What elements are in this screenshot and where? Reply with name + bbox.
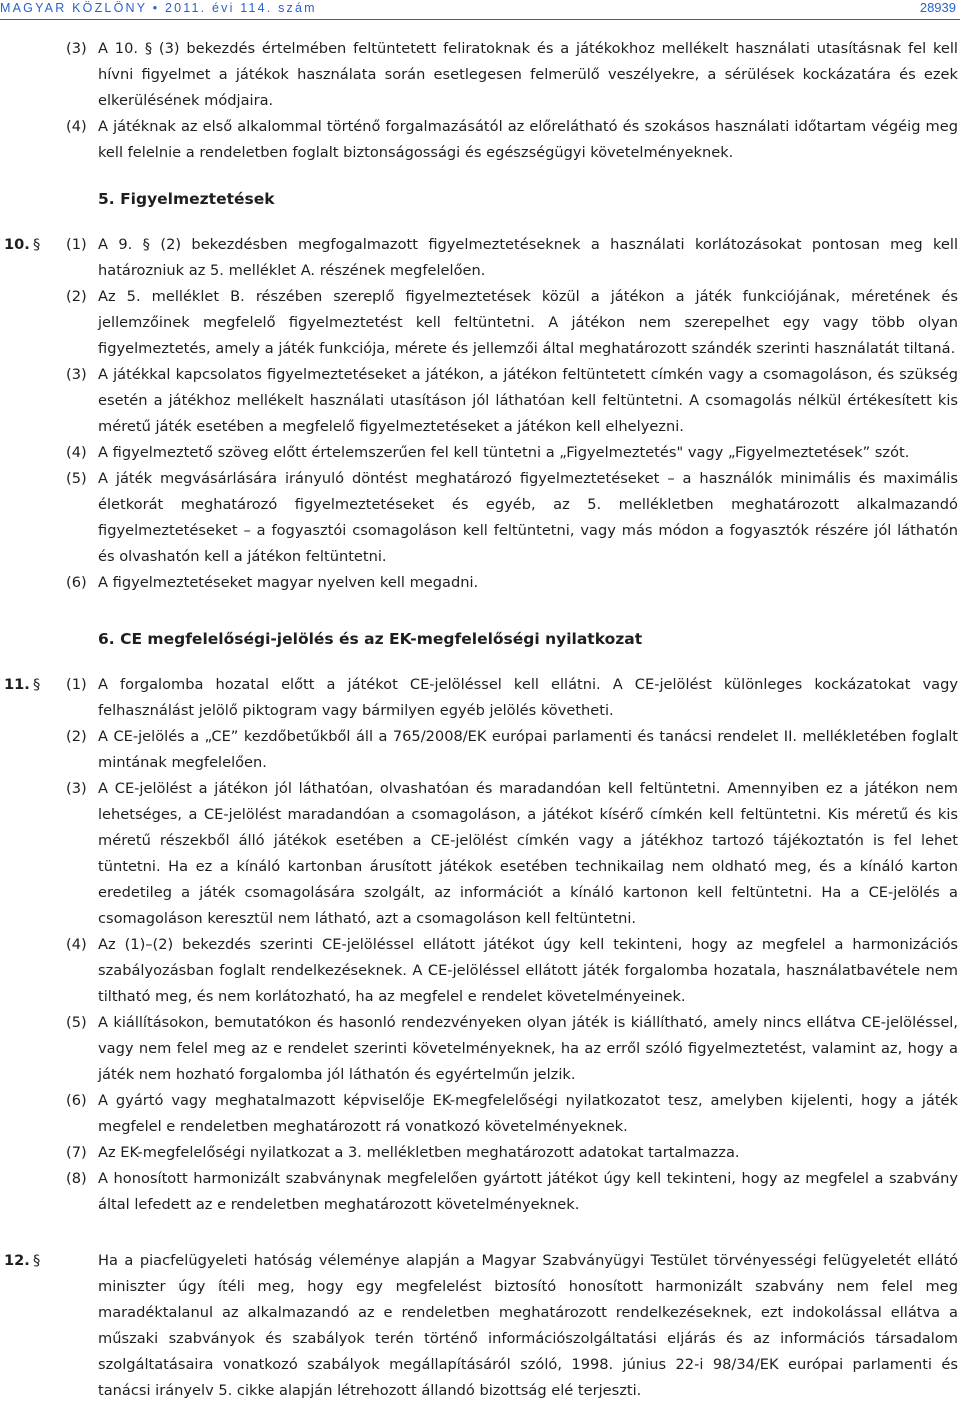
paragraph-number: (4) xyxy=(66,444,87,461)
page-header xyxy=(0,0,960,22)
paragraph-number: (5) xyxy=(66,470,87,487)
paragraph-number: (2) xyxy=(66,288,87,305)
paragraph-10-5 xyxy=(0,466,958,570)
paragraph-11-7 xyxy=(0,1140,958,1166)
paragraph-text: A kiállításokon, bemutatókon és hasonló rendezvényeken olyan játék is kiállítható, amely nincs ellátva CE-jelöléssel, vagy nem felel meg az e rendelet szerinti követelményeknek, ha az erről szóló figyelmeztetést, valamint az, hogy a játék nem hozható forgalomba jól láthatón és egyértelműn jelzik. xyxy=(98,1014,958,1083)
paragraph-text: A figyelmeztető szöveg előtt értelemszerűen fel kell tüntetni a „Figyelmeztetés" vagy „Figyelmeztetések” szót. xyxy=(98,444,910,461)
paragraph-text: A 9. § (2) bekezdésben megfogalmazott figyelmeztetéseknek a használati korlátozásokat pontosan meg kell határozniuk az 5. melléklet A. részének megfelelően. xyxy=(98,236,958,279)
paragraph-text: Az (1)–(2) bekezdés szerinti CE-jelöléssel ellátott játékot úgy kell tekinteni, hogy az megfelel a harmonizációs szabályozásban foglalt rendelkezéseknek. A CE-jelöléssel ellátott játék forgalomba hozatala, használatbavétele nem tiltható meg, és nem korlátozható, ha az megfelel e rendelet követelményeinek. xyxy=(98,936,958,1005)
paragraph-text: A játékkal kapcsolatos figyelmeztetéseket a játékon, a játékon feltüntetett címkén vagy a csomagoláson, és szükség esetén a játékhoz mellékelt használati utasításon jól láthatóan kell feltüntetni. A csomagolás nélkül értékesített kis méretű játék esetében a megfelelő figyelmeztetéseket a játékon kell elhelyezni. xyxy=(98,366,958,435)
paragraph-11-2 xyxy=(0,724,958,776)
section-number: 10. xyxy=(4,236,30,253)
paragraph-number: (3) xyxy=(66,40,87,57)
paragraph-11-6 xyxy=(0,1088,958,1140)
paragraph-text: Ha a piacfelügyeleti hatóság véleménye alapján a Magyar Szabványügyi Testület törvényességi felügyeletét ellátó miniszter úgy ítéli meg, hogy egy megfelelést biztosító honosított harmonizált szabvány nem felel meg maradéktalanul az alkalmazandó az e rendeletben meghatározott rendelkezéseknek, ezt indokolással ellátva a műszaki szabványok és szabályok terén történő információszolgáltatási eljárás és az információs társadalom szolgáltatásaira vonatkozó szabályok megállapításáról szóló, 1998. június 22-i 98/34/EK európai parlamenti és tanácsi irányelv 5. cikke alapján létrehozott állandó bizottság elé terjeszti. xyxy=(98,1252,958,1399)
paragraph-text: A CE-jelölést a játékon jól láthatóan, olvashatóan és maradandóan kell feltüntetni. Amennyiben ez a játékon nem lehetséges, a CE-jelölést maradandóan a csomagoláson, a játékot kísérő címkén kell feltüntetni. Kis méretű és kis méretű részekből álló játékok esetében a CE-jelölést címkén vagy a játékhoz tartozó tájékoztatón is fel lehet tüntetni. Ha ez a kínáló kartonban árusított játékok esetében technikailag nem oldható meg, és a kínáló karton eredetileg a játék csomagolására szolgált, az információt a kínáló kartonon kell feltüntetni. Ha a CE-jelölés a csomagoláson keresztül nem látható, azt a csomagoláson kell feltüntetni. xyxy=(98,780,958,927)
paragraph-text: A figyelmeztetéseket magyar nyelven kell megadni. xyxy=(98,574,479,591)
paragraph-number: (7) xyxy=(66,1144,87,1161)
paragraph-text: A forgalomba hozatal előtt a játékot CE-jelöléssel kell ellátni. A CE-jelölést különleges kockázatokat vagy felhasználást jelölő piktogram vagy bármilyen egyéb jelölés követheti. xyxy=(98,676,958,719)
paragraph-text: Az 5. melléklet B. részében szereplő figyelmeztetések közül a játékon a játék funkciójának, méretének és jellemzőinek megfelelő figyelmeztetést kell feltüntetni. A játékon nem szerepelhet egy vagy több olyan figyelmeztetés, amely a játék funkciója, mérete és jellemzői által meghatározott szándék szerinti használatát tiltaná. xyxy=(98,288,958,357)
paragraph-10-1 xyxy=(0,232,958,284)
paragraph-number: (6) xyxy=(66,1092,87,1109)
paragraph-number: (2) xyxy=(66,728,87,745)
section-number: 11. xyxy=(4,676,30,693)
paragraph-text: A CE-jelölés a „CE” kezdőbetűkből áll a 765/2008/EK európai parlamenti és tanácsi rendelet II. mellékletében foglalt mintának megfelelően. xyxy=(98,728,958,771)
section-sign: § xyxy=(33,1252,41,1269)
section-heading-6: 6. CE megfelelőségi-jelölés és az EK-megfelelőségi nyilatkozat xyxy=(98,630,643,648)
paragraph-number: (5) xyxy=(66,1014,87,1031)
paragraph-9-3 xyxy=(0,36,958,114)
paragraph-11-4 xyxy=(0,932,958,1010)
paragraph-11-8 xyxy=(0,1166,958,1218)
paragraph-11-5 xyxy=(0,1010,958,1088)
paragraph-number: (3) xyxy=(66,366,87,383)
paragraph-11-1 xyxy=(0,672,958,724)
page-number: 28939 xyxy=(919,0,956,15)
paragraph-number: (1) xyxy=(66,676,87,693)
paragraph-10-2 xyxy=(0,284,958,362)
paragraph-text: A honosított harmonizált szabványnak megfelelően gyártott játékot úgy kell tekinteni, hogy az megfelel a szabvány által lefedett az e rendeletben meghatározott követelményeknek. xyxy=(98,1170,958,1213)
paragraph-text: A játéknak az első alkalommal történő forgalmazásától az előrelátható és szokásos használati időtartam végéig meg kell felelnie a rendeletben foglalt biztonságossági és egészségügyi követelményeknek. xyxy=(98,118,958,161)
paragraph-11-3 xyxy=(0,776,958,932)
paragraph-text: Az EK-megfelelőségi nyilatkozat a 3. mellékletben meghatározott adatokat tartalmazza. xyxy=(98,1144,740,1161)
section-heading-5: 5. Figyelmeztetések xyxy=(98,190,275,208)
paragraph-number: (8) xyxy=(66,1170,87,1187)
paragraph-number: (3) xyxy=(66,780,87,797)
section-sign: § xyxy=(33,676,41,693)
paragraph-text: A gyártó vagy meghatalmazott képviselője EK-megfelelőségi nyilatkozatot tesz, amelyben kijelenti, hogy a játék megfelel e rendeletben meghatározott rá vonatkozó követelményeknek. xyxy=(98,1092,958,1135)
paragraph-text: A 10. § (3) bekezdés értelmében feltüntetett feliratoknak és a játékokhoz mellékelt használati utasításnak fel kell hívni figyelmet a játékok használata során esetlegesen felmerülő veszélyekre, a sérülések kockázatára és ezek elkerülésének módjaira. xyxy=(98,40,958,109)
paragraph-number: (1) xyxy=(66,236,87,253)
paragraph-9-4 xyxy=(0,114,958,166)
section-sign: § xyxy=(33,236,41,253)
paragraph-10-6 xyxy=(0,570,958,596)
paragraph-number: (6) xyxy=(66,574,87,591)
paragraph-12 xyxy=(0,1248,958,1404)
document-body xyxy=(0,36,958,1404)
section-number: 12. xyxy=(4,1252,30,1269)
paragraph-text: A játék megvásárlására irányuló döntést meghatározó figyelmeztetéseket – a használók minimális és maximális életkorát meghatározó figyelmeztetéseket és egyéb, az 5. mellékletben meghatározott alkalmazandó figyelmeztetéseket – a fogyasztói csomagoláson kell feltüntetni, vagy más módon a fogyasztók részére jól láthatón és olvashatón kell a játékon feltüntetni. xyxy=(98,470,958,565)
journal-title: MAGYAR KÖZLÖNY • 2011. évi 114. szám xyxy=(0,1,317,15)
header-rule xyxy=(0,19,960,20)
paragraph-10-4 xyxy=(0,440,958,466)
paragraph-number: (4) xyxy=(66,118,87,135)
paragraph-number: (4) xyxy=(66,936,87,953)
paragraph-10-3 xyxy=(0,362,958,440)
